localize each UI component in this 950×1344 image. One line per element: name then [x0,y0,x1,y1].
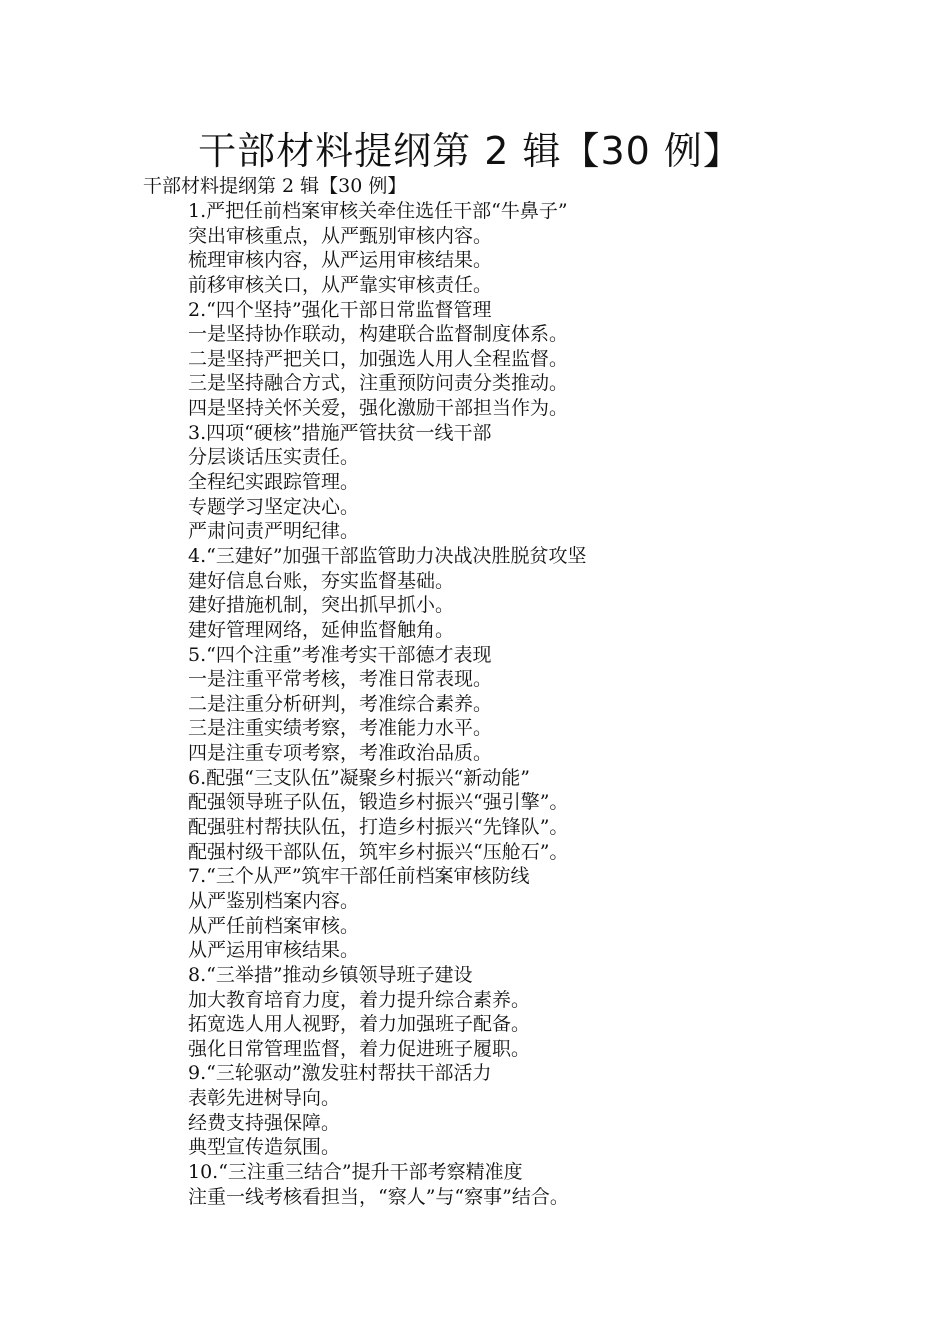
document-title: 干部材料提纲第 2 辑【30 例】 [198,129,742,173]
document-line: 从严鉴别档案内容。 [188,889,360,912]
document-line: 前移审核关口，从严靠实审核责任。 [188,273,493,296]
document-line: 建好措施机制，突出抓早抓小。 [188,594,455,617]
document-line: 拓宽选人用人视野，着力加强班子配备。 [188,1013,531,1036]
document-body [188,199,928,1209]
document-line: 从严运用审核结果。 [188,939,360,962]
document-line: 配强驻村帮扶队伍，打造乡村振兴“先锋队”。 [188,816,569,839]
document-line: 10.“三注重三结合”提升干部考察精准度 [188,1160,523,1183]
document-line: 加大教育培育力度，着力提升综合素养。 [188,988,531,1011]
document-line: 突出审核重点，从严甄别审核内容。 [188,224,493,247]
document-line: 配强村级干部队伍，筑牢乡村振兴“压舱石”。 [188,840,569,863]
document-line: 二是注重分析研判，考准综合素养。 [188,692,493,715]
document-line: 严肃问责严明纪律。 [188,520,360,543]
document-line: 9.“三轮驱动”激发驻村帮扶干部活力 [188,1062,492,1085]
document-line: 一是坚持协作联动，构建联合监督制度体系。 [188,323,569,346]
document-line: 一是注重平常考核，考准日常表现。 [188,668,493,691]
document-line: 4.“三建好”加强干部监管助力决战决胜脱贫攻坚 [188,544,587,567]
document-line: 8.“三举措”推动乡镇领导班子建设 [188,963,473,986]
document-subtitle: 干部材料提纲第 2 辑【30 例】 [143,175,407,197]
document-line: 强化日常管理监督，着力促进班子履职。 [188,1037,531,1060]
document-line: 分层谈话压实责任。 [188,446,360,469]
document-line: 注重一线考核看担当，“察人”与“察事”结合。 [188,1185,569,1208]
document-line: 建好信息台账，夯实监督基础。 [188,569,455,592]
document-line: 6.配强“三支队伍”凝聚乡村振兴“新动能” [188,766,530,789]
document-line: 建好管理网络，延伸监督触角。 [188,618,455,641]
document-line: 全程纪实跟踪管理。 [188,471,360,494]
document-line: 典型宣传造氛围。 [188,1136,341,1159]
document-line: 1.严把任前档案审核关牵住选任干部“牛鼻子” [188,200,568,222]
document-line: 从严任前档案审核。 [188,914,360,937]
document-line: 四是注重专项考察，考准政治品质。 [188,742,493,765]
document-line: 三是注重实绩考察，考准能力水平。 [188,717,493,740]
document-line: 四是坚持关怀关爱，强化激励干部担当作为。 [188,397,569,420]
document-line: 5.“四个注重”考准考实干部德才表现 [188,643,492,666]
document-line: 3.四项“硬核”措施严管扶贫一线干部 [188,421,492,444]
document-line: 配强领导班子队伍，锻造乡村振兴“强引擎”。 [188,791,569,814]
document-line: 经费支持强保障。 [188,1111,341,1134]
document-line: 三是坚持融合方式，注重预防问责分类推动。 [188,372,569,395]
document-line: 二是坚持严把关口，加强选人用人全程监督。 [188,347,569,370]
document-line: 梳理审核内容，从严运用审核结果。 [188,249,493,272]
document-line: 2.“四个坚持”强化干部日常监督管理 [188,298,492,321]
document-line: 专题学习坚定决心。 [188,495,360,518]
document-line: 表彰先进树导向。 [188,1087,341,1110]
document-line: 7.“三个从严”筑牢干部任前档案审核防线 [188,865,530,888]
